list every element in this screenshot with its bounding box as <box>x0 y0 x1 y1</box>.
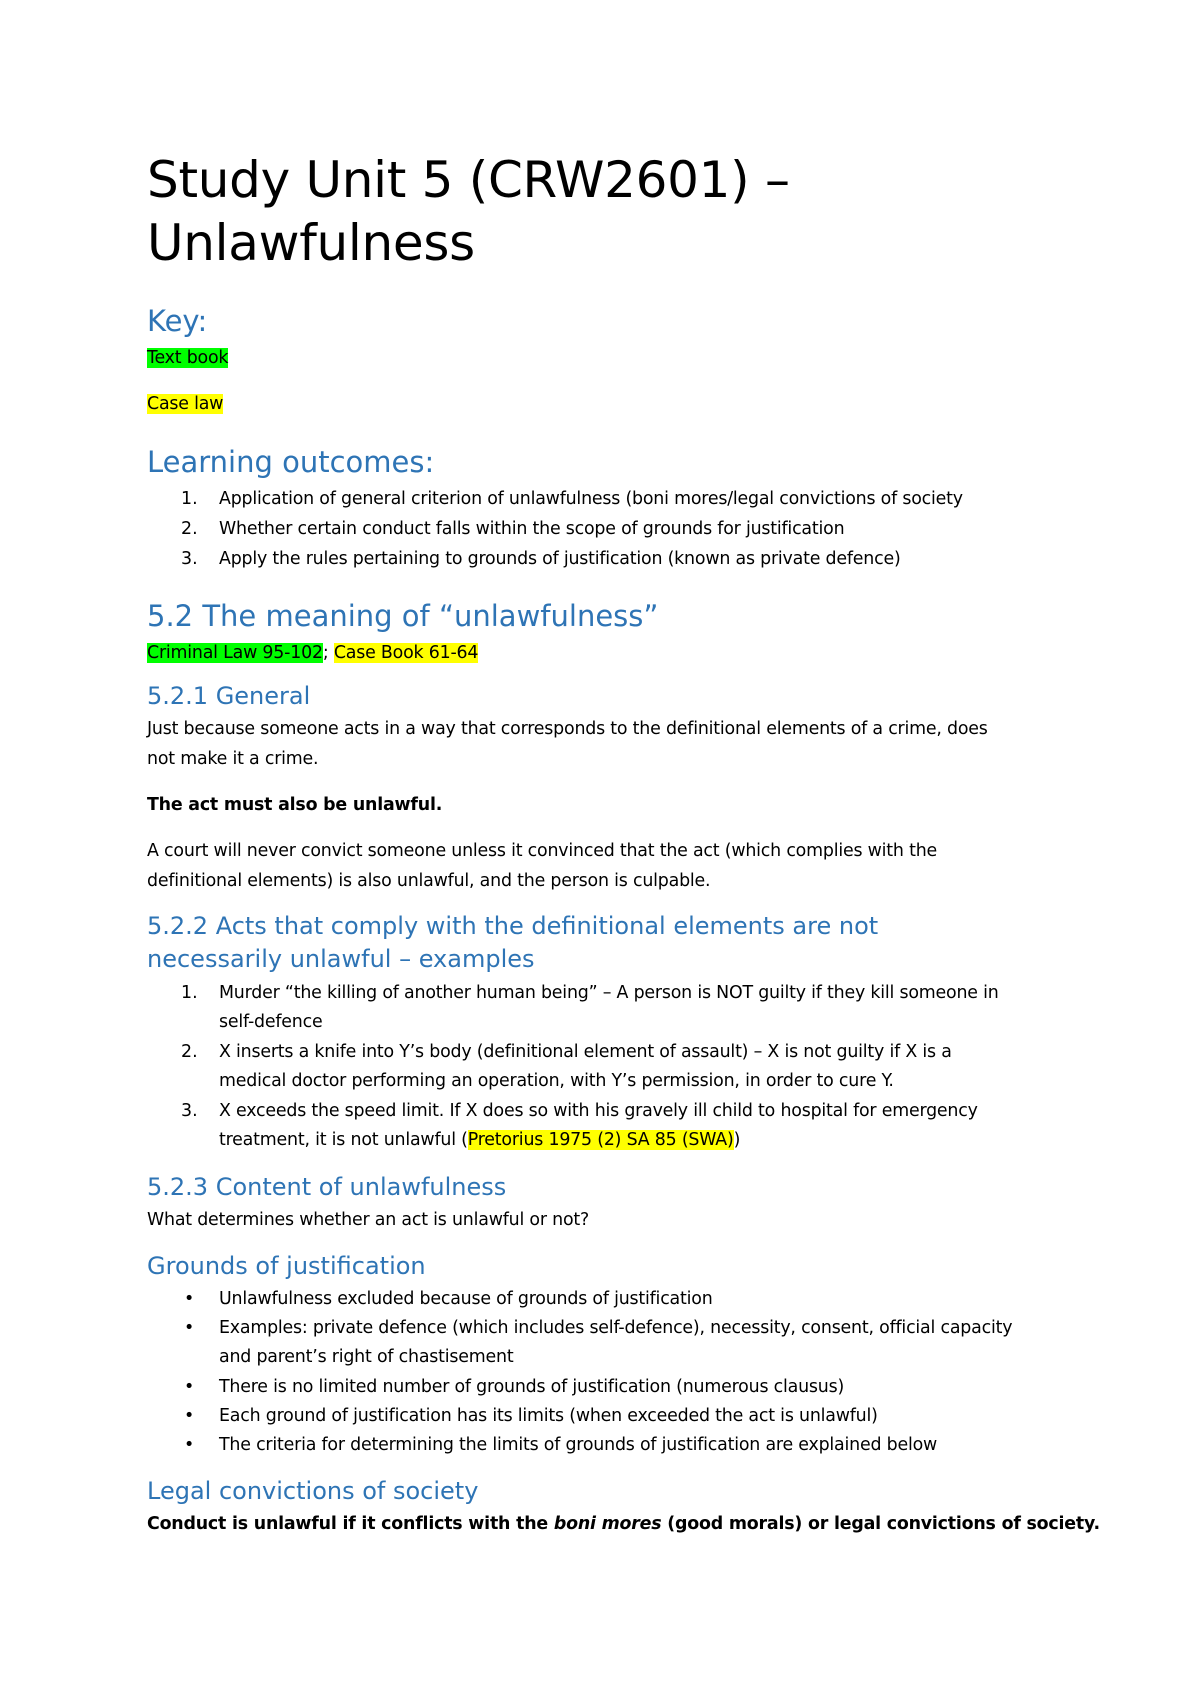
outcome-number: 2. <box>181 519 198 539</box>
bullet-marker: • <box>184 1435 195 1455</box>
emphasis-statement: The act must also be unlawful. <box>147 795 443 815</box>
legal-convictions-statement <box>147 1510 1100 1539</box>
legal-convictions-heading: Legal convictions of society <box>147 1477 479 1505</box>
section-5-2-1-heading: 5.2.1 General <box>147 682 311 710</box>
example-line: self-defence <box>219 1012 323 1032</box>
section-5-2-2-heading-line2: necessarily unlawful – examples <box>147 945 535 973</box>
bullet-item: Unlawfulness excluded because of grounds of justification <box>219 1289 713 1309</box>
key-caselaw <box>147 390 223 419</box>
grounds-heading: Grounds of justification <box>147 1252 426 1280</box>
example-line: X inserts a knife into Y’s body (definitional element of assault) – X is not guilty if X is a <box>219 1042 952 1062</box>
bullet-item-continued: and parent’s right of chastisement <box>219 1347 514 1367</box>
example-line: X exceeds the speed limit. If X does so with his gravely ill child to hospital for emergency <box>219 1101 978 1121</box>
outcome-item: Apply the rules pertaining to grounds of justification (known as private defence) <box>219 549 901 569</box>
example-text: ) <box>733 1130 741 1150</box>
paragraph-line: A court will never convict someone unless it convinced that the act (which complies with the <box>147 841 938 861</box>
example-number: 3. <box>181 1101 198 1121</box>
section-5-2-2-heading-line1: 5.2.2 Acts that comply with the definitional elements are not <box>147 912 879 940</box>
example-text: treatment, it is not unlawful ( <box>219 1130 468 1150</box>
textbook-highlight: Text book <box>147 348 229 368</box>
bullet-item: The criteria for determining the limits of grounds of justification are explained below <box>219 1435 938 1455</box>
bullet-item: There is no limited number of grounds of justification (numerous clausus) <box>219 1377 845 1397</box>
example-line: Murder “the killing of another human being” – A person is NOT guilty if they kill someone in <box>219 983 999 1003</box>
section-5-2-3-heading: 5.2.3 Content of unlawfulness <box>147 1173 507 1201</box>
section-5-2-heading: 5.2 The meaning of “unlawfulness” <box>147 599 659 633</box>
outcome-number: 3. <box>181 549 198 569</box>
statement-text: (good morals) or legal convictions of society. <box>661 1514 1100 1534</box>
section-5-2-references <box>147 639 478 668</box>
reference-separator: ; <box>322 643 329 663</box>
bullet-item: Examples: private defence (which includes self-defence), necessity, consent, official capacity <box>219 1318 1013 1338</box>
statement-text: Conduct is unlawful if it conflicts with the <box>147 1514 554 1534</box>
bullet-marker: • <box>184 1289 195 1309</box>
key-heading: Key: <box>147 304 208 338</box>
bullet-marker: • <box>184 1377 195 1397</box>
textbook-reference: Criminal Law 95-102 <box>147 643 323 663</box>
paragraph-line: Just because someone acts in a way that corresponds to the definitional elements of a crime, does <box>147 719 988 739</box>
key-textbook <box>147 344 228 373</box>
casebook-reference: Case Book 61-64 <box>333 643 479 663</box>
bullet-marker: • <box>184 1406 195 1426</box>
document-title-line2: Unlawfulness <box>147 214 475 272</box>
paragraph-line: definitional elements) is also unlawful, and the person is culpable. <box>147 871 711 891</box>
paragraph-line: not make it a crime. <box>147 749 319 769</box>
outcome-item: Whether certain conduct falls within the scope of grounds for justification <box>219 519 845 539</box>
bullet-item: Each ground of justification has its limits (when exceeded the act is unlawful) <box>219 1406 878 1426</box>
section-5-2-3-question: What determines whether an act is unlawful or not? <box>147 1210 590 1230</box>
example-line: medical doctor performing an operation, with Y’s permission, in order to cure Y. <box>219 1071 894 1091</box>
outcome-item: Application of general criterion of unlawfulness (boni mores/legal convictions of society <box>219 489 963 509</box>
caselaw-highlight: Case law <box>147 394 224 414</box>
example-number: 1. <box>181 983 198 1003</box>
bullet-marker: • <box>184 1318 195 1338</box>
document-title-line1: Study Unit 5 (CRW2601) – <box>147 151 790 209</box>
outcome-number: 1. <box>181 489 198 509</box>
learning-outcomes-heading: Learning outcomes: <box>147 445 435 479</box>
example-number: 2. <box>181 1042 198 1062</box>
boni-mores-term: boni mores <box>553 1514 662 1534</box>
example-line <box>219 1126 740 1155</box>
case-citation: Pretorius 1975 (2) SA 85 (SWA) <box>467 1130 734 1150</box>
